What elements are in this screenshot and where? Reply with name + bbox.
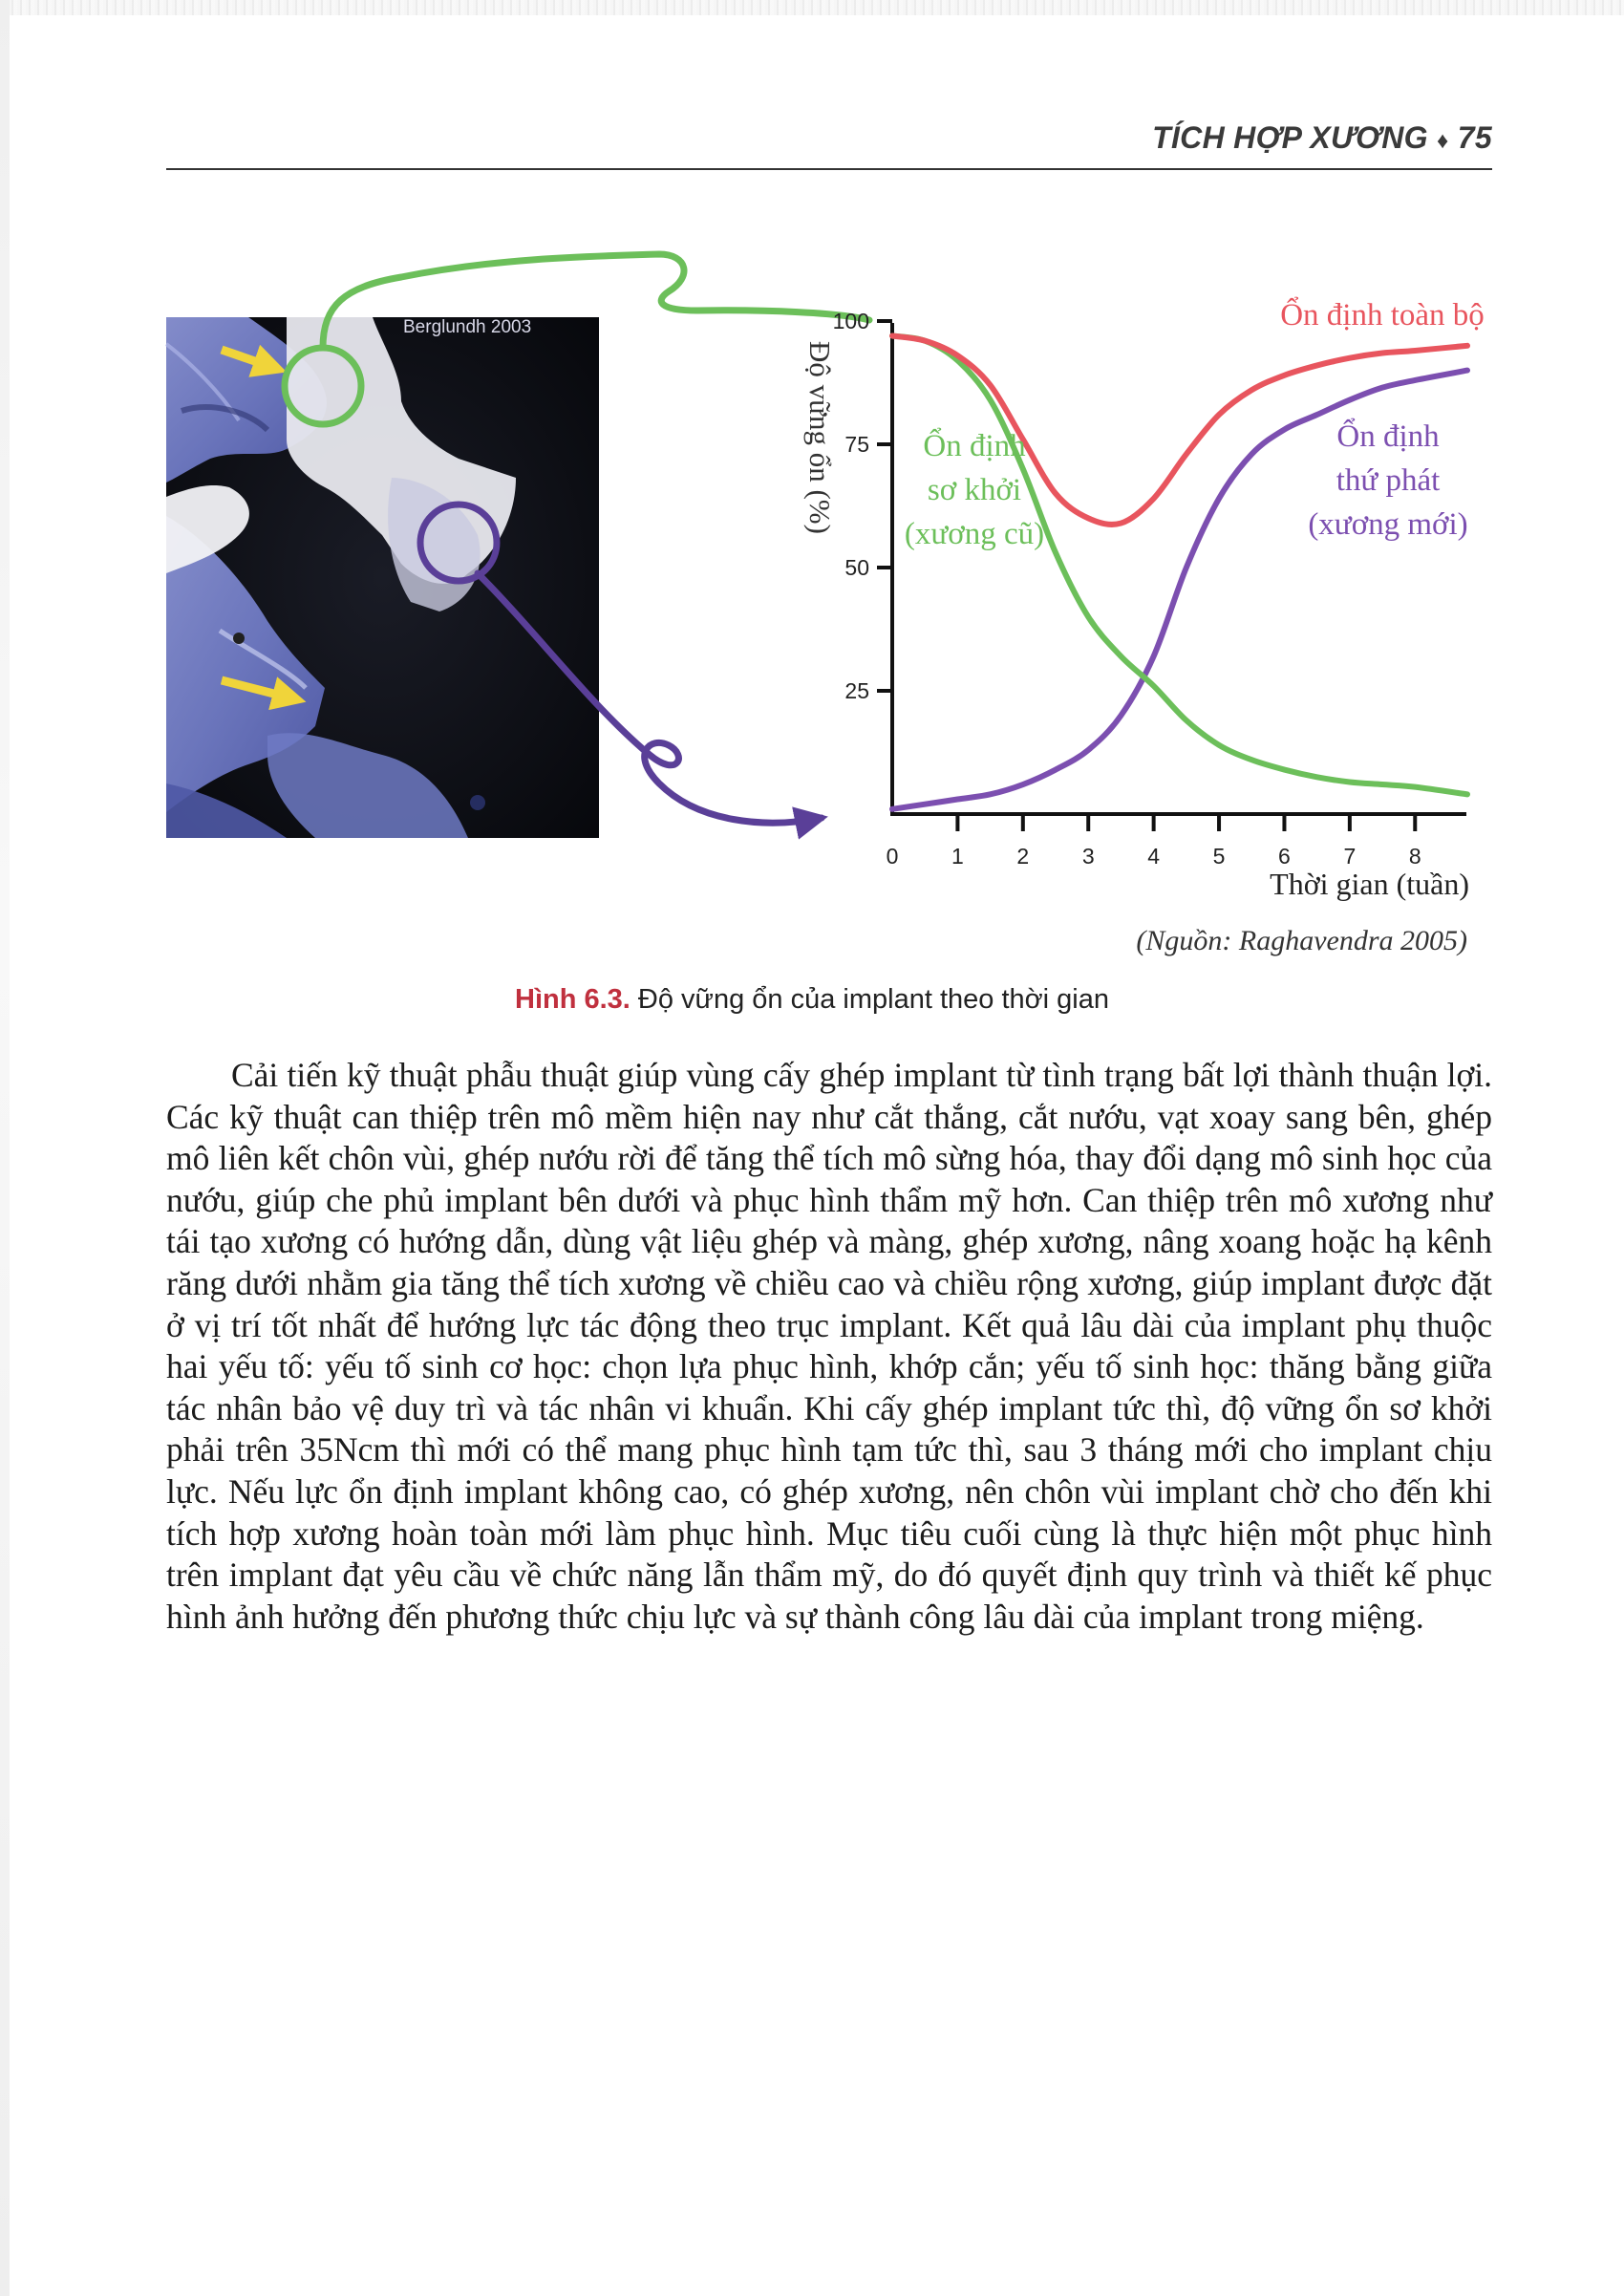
x-tick-label: 2 [1016,844,1030,869]
y-tick-label: 100 [832,309,869,333]
separator-icon: ♦ [1437,128,1449,154]
caption-number: Hình 6.3. [515,984,630,1015]
x-tick-label: 7 [1343,844,1357,869]
x-tick-label: 8 [1408,844,1421,869]
figure-caption [287,984,1337,1016]
y-tick-label: 75 [844,432,869,457]
x-tick-label: 3 [1081,844,1095,869]
y-tick-label: 25 [844,678,869,703]
y-axis-label: Độ vững ổn (%) [803,341,837,534]
x-tick-label: 0 [886,844,899,869]
x-tick-label: 1 [951,844,964,869]
series-label: Ổn định [923,429,1026,463]
caption-text: Độ vững ổn của implant theo thời gian [637,984,1109,1015]
page-number: 75 [1457,120,1492,155]
series-label: (xương mới) [1308,507,1468,542]
running-title: TÍCH HỢP XƯƠNG [1152,120,1428,155]
stability-chart [803,295,1485,901]
x-tick-label: 4 [1147,844,1161,869]
histology-micrograph [166,317,599,838]
series-label: (xương cũ) [904,517,1045,551]
body-paragraph: Cải tiến kỹ thuật phẫu thuật giúp vùng cấy ghép implant từ tình trạng bất lợi thành thuận lợi. Các kỹ thuật can thiệp trên mô mềm hiện nay như cắt thắng, cắt nướu, vạt xoay sang bên, ghép mô liên kết chôn vùi, ghép nướu rời để tăng thể tích mô sừng hóa, thay đổi dạng mô sinh học của nướu, giúp che phủ implant bên dưới và phục hình thẩm mỹ hơn. Can thiệp trên mô xương như tái tạo xương có hướng dẫn, dùng vật liệu ghép và màng, ghép xương, nâng xoang hoặc hạ kênh răng dưới nhằm gia tăng thể tích xương về chiều cao và chiều rộng xương, giúp implant được đặt ở vị trí tốt nhất để hướng lực tác động theo trục implant. Kết quả lâu dài của implant phụ thuộc hai yếu tố: yếu tố sinh cơ học: chọn lựa phục hình, khớp cắn; yếu tố sinh học: thăng bằng giữa tác nhân bảo vệ duy trì và tác nhân vi khuẩn. Khi cấy ghép implant tức thì, độ vững ổn sơ khởi phải trên 35Ncm thì mới có thể mang phục hình tạm tức thì, sau 3 tháng mới cho implant chịu lực. Nếu lực ổn định implant không cao, có ghép xương, nên chôn vùi implant chờ cho đến khi tích hợp xương hoàn toàn mới làm phục hình. Mục tiêu cuối cùng là thực hiện một phục hình trên implant đạt yêu cầu về chức năng lẫn thẩm mỹ, do đó quyết định quy trình và thiết kế phục hình ảnh hưởng đến phương thức chịu lực và sự thành công lâu dài của implant trong miệng. [166,1056,1492,1636]
series-label: Ổn định [1336,419,1440,454]
figure [0,0,1624,1051]
x-tick-label: 6 [1278,844,1291,869]
micrograph-label: Berglundh 2003 [403,317,532,337]
figure-svg [0,0,1624,1051]
x-axis-label: Thời gian (tuần) [1270,867,1469,901]
y-tick-label: 50 [844,555,869,580]
series-label: Ổn định toàn bộ [1280,298,1485,333]
series-line-1 [892,335,1467,794]
series-label: thứ phát [1336,463,1441,498]
series-label: sơ khởi [927,473,1022,507]
x-tick-label: 5 [1212,844,1226,869]
figure-source: (Nguồn: Raghavendra 2005) [1136,925,1467,956]
